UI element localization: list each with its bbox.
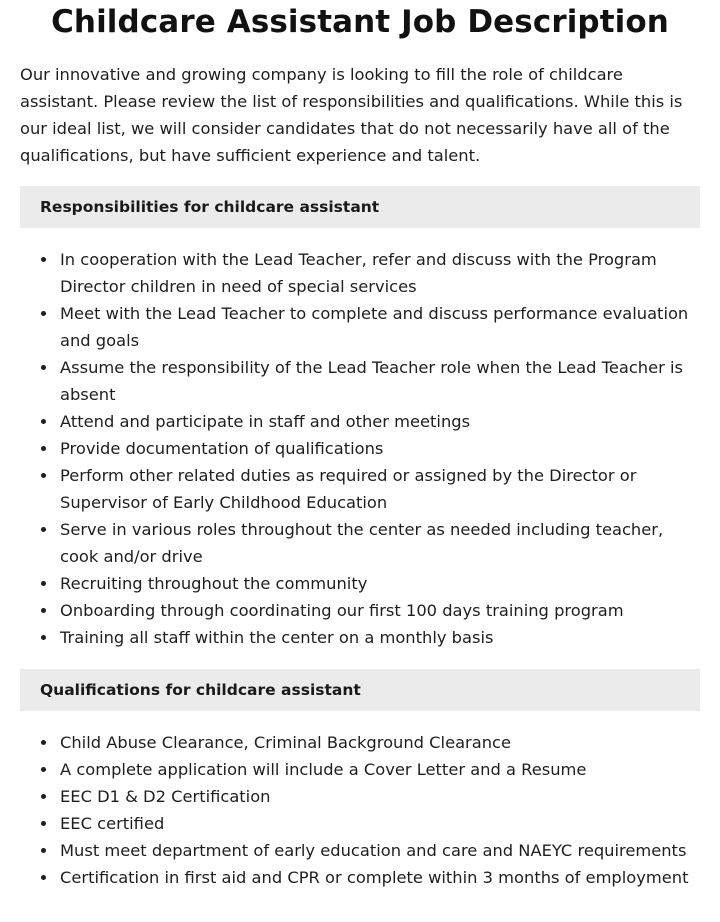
list-item: Assume the responsibility of the Lead Teacher role when the Lead Teacher is absent	[60, 354, 700, 408]
qualifications-heading: Qualifications for childcare assistant	[20, 669, 700, 711]
list-item: Meet with the Lead Teacher to complete and discuss performance evaluation and goals	[60, 300, 700, 354]
list-item: Recruiting throughout the community	[60, 570, 700, 597]
list-item: Perform other related duties as required or assigned by the Director or Supervisor of Early Childhood Education	[60, 462, 700, 516]
list-item: Attend and participate in staff and other meetings	[60, 408, 700, 435]
list-item: Certification in first aid and CPR or complete within 3 months of employment	[60, 864, 700, 891]
list-item: Provide documentation of qualifications	[60, 435, 700, 462]
list-item: Child Abuse Clearance, Criminal Background Clearance	[60, 729, 700, 756]
list-item: Must meet department of early education and care and NAEYC requirements	[60, 837, 700, 864]
responsibilities-list	[20, 246, 700, 651]
list-item: Serve in various roles throughout the center as needed including teacher, cook and/or drive	[60, 516, 700, 570]
list-item: EEC certified	[60, 810, 700, 837]
qualifications-list	[20, 729, 700, 891]
list-item: A complete application will include a Cover Letter and a Resume	[60, 756, 700, 783]
list-item: In cooperation with the Lead Teacher, refer and discuss with the Program Director children in need of special services	[60, 246, 700, 300]
page-title: Childcare Assistant Job Description	[51, 4, 669, 40]
list-item: EEC D1 & D2 Certification	[60, 783, 700, 810]
list-item: Onboarding through coordinating our first 100 days training program	[60, 597, 700, 624]
responsibilities-heading: Responsibilities for childcare assistant	[20, 186, 700, 228]
list-item: Training all staff within the center on a monthly basis	[60, 624, 700, 651]
intro-paragraph: Our innovative and growing company is looking to fill the role of childcare assistant. Please review the list of responsibilities and qualifications. While this is our ideal list, we will consider candidates that do not necessarily have all of the qualifications, but have sufficient experience and talent.	[20, 65, 683, 165]
